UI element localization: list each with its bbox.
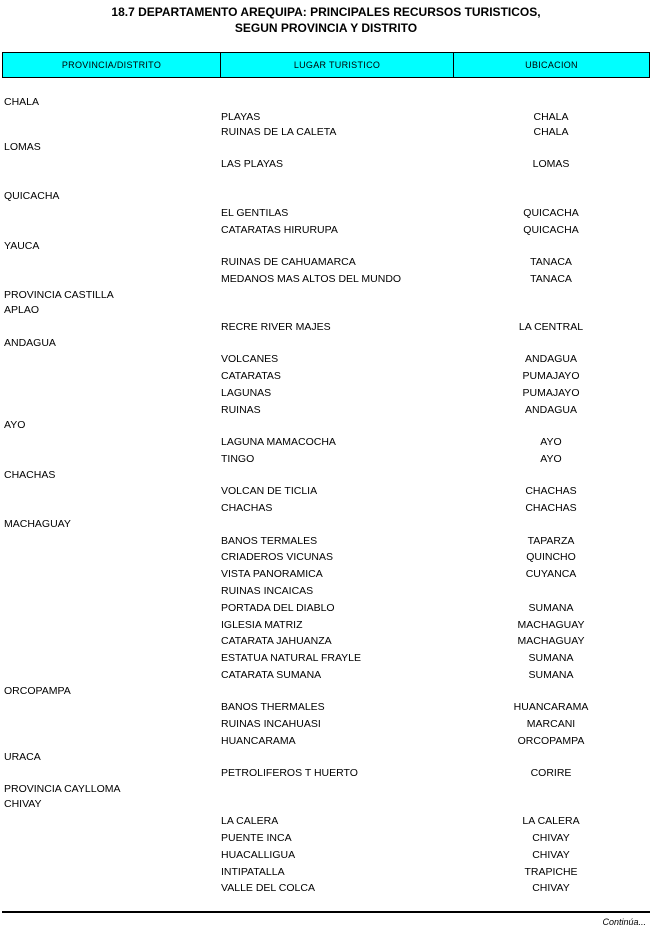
header-lugar-turistico: LUGAR TURISTICO [293,60,381,70]
cell-lugar-turistico: VOLCAN DE TICLIA [221,485,318,497]
cell-lugar-turistico: CATARATAS HIRURUPA [221,224,338,236]
cell-ubicacion: CHIVAY [532,882,570,894]
cell-lugar-turistico: LAGUNAS [221,387,272,399]
cell-lugar-turistico: CATARATA SUMANA [221,669,322,681]
cell-ubicacion: CUYANCA [525,568,577,580]
cell-ubicacion: ANDAGUA [525,353,577,365]
cell-ubicacion: CHIVAY [532,849,570,861]
cell-lugar-turistico: INTIPATALLA [221,866,285,878]
cell-ubicacion: CHALA [533,111,569,123]
cell-lugar-turistico: CHACHAS [221,502,273,514]
cell-ubicacion: SUMANA [528,669,574,681]
cell-ubicacion: PUMAJAYO [522,387,580,399]
cell-provincia-distrito: APLAO [4,304,40,316]
header-provincia-distrito: PROVINCIA/DISTRITO [61,60,162,70]
cell-lugar-turistico: CATARATA JAHUANZA [221,635,332,647]
cell-lugar-turistico: LAGUNA MAMACOCHA [221,436,336,448]
cell-provincia-distrito: ORCOPAMPA [4,685,71,697]
cell-lugar-turistico: VOLCANES [221,353,279,365]
cell-lugar-turistico: BANOS THERMALES [221,701,325,713]
cell-lugar-turistico: RUINAS DE LA CALETA [221,126,337,138]
cell-ubicacion: AYO [540,436,562,448]
cell-lugar-turistico: PUENTE INCA [221,832,292,844]
cell-lugar-turistico: RUINAS [221,404,261,416]
cell-lugar-turistico: PETROLIFEROS T HUERTO [221,767,358,779]
cell-provincia-distrito: LOMAS [4,141,41,153]
cell-lugar-turistico: LAS PLAYAS [221,158,284,170]
cell-lugar-turistico: MEDANOS MAS ALTOS DEL MUNDO [221,273,402,285]
cell-provincia-distrito: PROVINCIA CAYLLOMA [4,783,121,795]
cell-lugar-turistico: PORTADA DEL DIABLO [221,602,335,614]
cell-ubicacion: CHALA [533,126,569,138]
continua-note: Continúa... [602,917,646,927]
cell-ubicacion: QUICACHA [523,224,579,236]
cell-provincia-distrito: MACHAGUAY [4,518,71,530]
cell-lugar-turistico: RECRE RIVER MAJES [221,321,331,333]
cell-ubicacion: TANACA [530,256,572,268]
cell-ubicacion: HUANCARAMA [513,701,589,713]
cell-ubicacion: AYO [540,453,562,465]
cell-lugar-turistico: LA CALERA [221,815,279,827]
cell-lugar-turistico: IGLESIA MATRIZ [221,619,303,631]
cell-ubicacion: CORIRE [530,767,572,779]
cell-lugar-turistico: VALLE DEL COLCA [221,882,315,894]
cell-ubicacion: ORCOPAMPA [517,735,585,747]
cell-lugar-turistico: EL GENTILAS [221,207,289,219]
cell-ubicacion: LA CALERA [522,815,580,827]
cell-ubicacion: LOMAS [532,158,570,170]
cell-ubicacion: TRAPICHE [524,866,578,878]
cell-ubicacion: MARCANI [526,718,576,730]
cell-provincia-distrito: CHALA [4,96,40,108]
cell-provincia-distrito: ANDAGUA [4,337,56,349]
cell-ubicacion: TANACA [530,273,572,285]
cell-lugar-turistico: HUANCARAMA [221,735,296,747]
cell-lugar-turistico: TINGO [221,453,255,465]
cell-lugar-turistico: PLAYAS [221,111,261,123]
cell-provincia-distrito: AYO [4,419,26,431]
cell-provincia-distrito: CHACHAS [4,469,56,481]
cell-lugar-turistico: CATARATAS [221,370,281,382]
cell-lugar-turistico: RUINAS INCAHUASI [221,718,321,730]
cell-ubicacion: SUMANA [528,602,574,614]
cell-lugar-turistico: CRIADEROS VICUNAS [221,551,334,563]
cell-provincia-distrito: PROVINCIA CASTILLA [4,289,114,301]
cell-ubicacion: ANDAGUA [525,404,577,416]
header-ubicacion: UBICACION [525,60,578,70]
cell-ubicacion: CHIVAY [532,832,570,844]
table-title-line-1: 18.7 DEPARTAMENTO AREQUIPA: PRINCIPALES RECURSOS TURISTICOS, [111,5,541,19]
cell-lugar-turistico: RUINAS INCAICAS [221,585,314,597]
table-title-line-2: SEGUN PROVINCIA Y DISTRITO [234,21,418,35]
footer-rule [2,911,650,913]
cell-ubicacion: QUINCHO [526,551,576,563]
cell-ubicacion: TAPARZA [527,535,575,547]
cell-provincia-distrito: YAUCA [4,240,40,252]
cell-lugar-turistico: BANOS TERMALES [221,535,318,547]
cell-provincia-distrito: QUICACHA [4,190,60,202]
cell-ubicacion: MACHAGUAY [517,619,585,631]
cell-ubicacion: SUMANA [528,652,574,664]
cell-ubicacion: LA CENTRAL [518,321,584,333]
cell-provincia-distrito: URACA [4,751,41,763]
table-header [2,52,650,78]
cell-ubicacion: QUICACHA [523,207,579,219]
cell-ubicacion: PUMAJAYO [522,370,580,382]
cell-lugar-turistico: RUINAS DE CAHUAMARCA [221,256,356,268]
cell-ubicacion: MACHAGUAY [517,635,585,647]
cell-ubicacion: CHACHAS [525,485,577,497]
cell-ubicacion: CHACHAS [525,502,577,514]
cell-lugar-turistico: VISTA PANORAMICA [221,568,323,580]
cell-provincia-distrito: CHIVAY [4,798,42,810]
cell-lugar-turistico: ESTATUA NATURAL FRAYLE [221,652,362,664]
cell-lugar-turistico: HUACALLIGUA [221,849,296,861]
